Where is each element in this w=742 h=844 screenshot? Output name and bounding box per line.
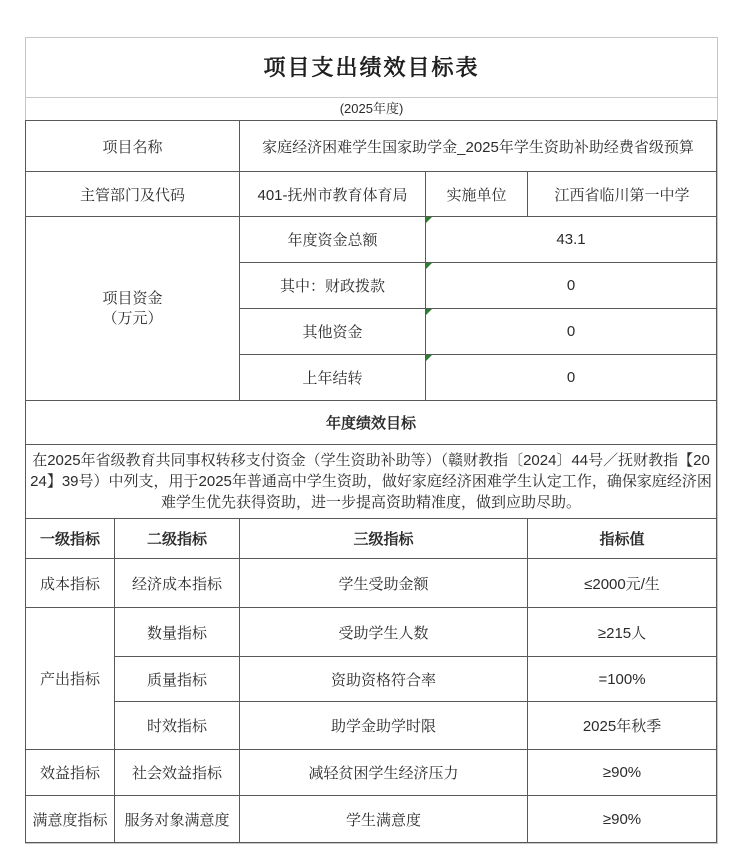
indicator-level2: 社会效益指标 — [115, 750, 240, 796]
indicator-header-level3: 三级指标 — [240, 519, 528, 559]
fund-fiscal-value — [426, 263, 717, 309]
table-row — [26, 608, 717, 657]
project-funds-label: 项目资金 — [102, 289, 163, 307]
fund-carryover-value — [426, 355, 717, 401]
indicator-level1: 满意度指标 — [26, 796, 115, 843]
indicator-value: 2025年秋季 — [528, 702, 717, 750]
department-value: 401-抚州市教育体育局 — [240, 172, 426, 217]
indicator-level1: 产出指标 — [26, 608, 115, 750]
indicator-level1: 成本指标 — [26, 559, 115, 608]
cell-comment-triangle-icon — [426, 309, 432, 315]
indicator-value: ≥90% — [528, 796, 717, 843]
indicator-level3: 资助资格符合率 — [240, 657, 528, 702]
indicator-level2: 服务对象满意度 — [115, 796, 240, 843]
indicator-level2: 经济成本指标 — [115, 559, 240, 608]
cell-comment-triangle-icon — [426, 263, 432, 269]
fund-other-value-text: 0 — [566, 323, 576, 340]
table-row — [26, 702, 717, 750]
table-row — [26, 796, 717, 843]
fund-other-value — [426, 309, 717, 355]
table-row — [26, 750, 717, 796]
project-name-value: 家庭经济困难学生国家助学金_2025年学生资助补助经费省级预算 — [240, 121, 717, 172]
indicator-level3: 减轻贫困学生经济压力 — [240, 750, 528, 796]
table-row — [26, 401, 717, 445]
project-name-label: 项目名称 — [26, 121, 240, 172]
table-row — [26, 121, 717, 172]
indicator-level3: 学生满意度 — [240, 796, 528, 843]
fund-fiscal-value-text: 0 — [566, 277, 576, 294]
table-row — [26, 445, 717, 519]
performance-target-table — [25, 120, 717, 843]
indicator-level3: 助学金助学时限 — [240, 702, 528, 750]
cell-comment-triangle-icon — [426, 217, 432, 223]
project-funds-unit: （万元） — [102, 309, 163, 327]
annual-goal-text: 在2025年省级教育共同事权转移支付资金（学生资助补助等）（赣财教指〔2024〕44号／抚财教指【2024】39号）中列支，用于2025年普通高中学生资助，做好家庭经济困难学生认定工作，确保家庭经济困难学生优先获得资助，进一步提高资助精准度，做到应助尽助。 — [26, 445, 717, 519]
indicator-value: ≤2000元/生 — [528, 559, 717, 608]
performance-target-sheet — [25, 37, 718, 844]
indicator-level2: 时效指标 — [115, 702, 240, 750]
indicator-value: =100% — [528, 657, 717, 702]
indicator-level1: 效益指标 — [26, 750, 115, 796]
fund-fiscal-label: 其中：财政拨款 — [240, 263, 426, 309]
indicator-header-level1: 一级指标 — [26, 519, 115, 559]
indicator-header-value: 指标值 — [528, 519, 717, 559]
indicator-level3: 受助学生人数 — [240, 608, 528, 657]
page-subtitle: (2025年度) — [339, 101, 404, 116]
indicator-level2: 质量指标 — [115, 657, 240, 702]
fund-total-value — [426, 217, 717, 263]
fund-total-value-text: 43.1 — [556, 231, 586, 248]
table-row — [26, 559, 717, 608]
indicator-value: ≥215人 — [528, 608, 717, 657]
fund-other-label: 其他资金 — [240, 309, 426, 355]
table-row — [26, 519, 717, 559]
project-funds-group-label — [26, 217, 240, 401]
fund-carryover-label: 上年结转 — [240, 355, 426, 401]
department-label: 主管部门及代码 — [26, 172, 240, 217]
page-title: 项目支出绩效目标表 — [26, 38, 717, 98]
indicator-value: ≥90% — [528, 750, 717, 796]
table-row — [26, 172, 717, 217]
table-row — [26, 657, 717, 702]
implementing-unit-label: 实施单位 — [426, 172, 528, 217]
implementing-unit-value: 江西省临川第一中学 — [528, 172, 717, 217]
annual-goal-header: 年度绩效目标 — [26, 401, 717, 445]
fund-carryover-value-text: 0 — [566, 369, 576, 386]
table-row — [26, 217, 717, 263]
indicator-level2: 数量指标 — [115, 608, 240, 657]
fund-total-label: 年度资金总额 — [240, 217, 426, 263]
cell-comment-triangle-icon — [426, 355, 432, 361]
indicator-level3: 学生受助金额 — [240, 559, 528, 608]
indicator-header-level2: 二级指标 — [115, 519, 240, 559]
